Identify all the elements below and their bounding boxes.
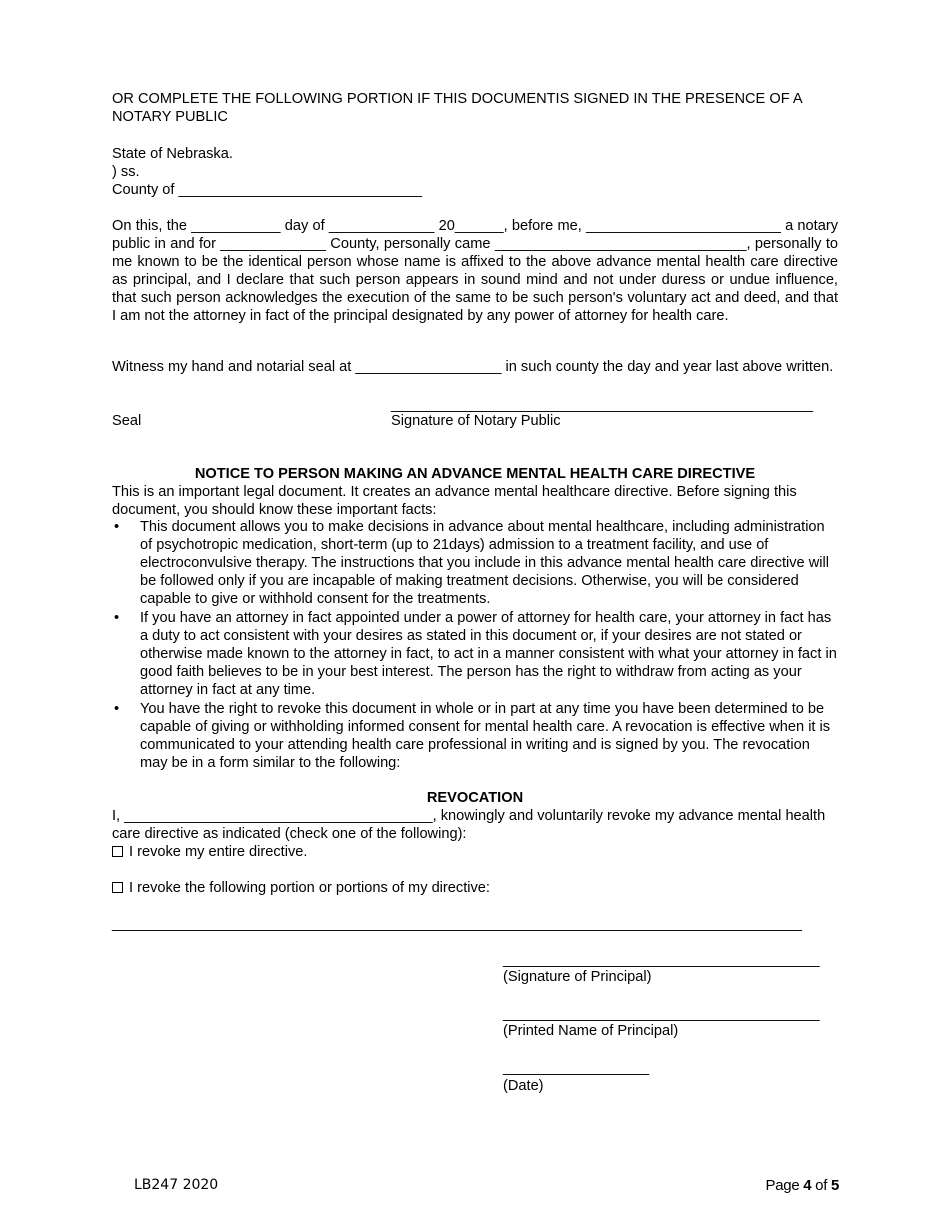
list-item [112, 609, 838, 699]
footer-doc-id: LB247 2020 [134, 1177, 219, 1193]
notary-heading: OR COMPLETE THE FOLLOWING PORTION IF THIS DOCUMENTIS SIGNED IN THE PRESENCE OF A NOTARY PUBLIC [112, 91, 802, 125]
revoke-entire-option[interactable] [112, 843, 307, 861]
bullet-symbol: • [114, 701, 120, 718]
bullet-text: You have the right to revoke this document in whole or in part at any time you have been determined to be capable of giving or withholding informed consent for mental health care. A revocation is effective when it is communicated to your attending health care professional in writing and is signed by you. The revocation may be in a form similar to the following: [140, 701, 831, 772]
page-current: 4 [803, 1177, 812, 1194]
revoke-portion-option[interactable] [112, 879, 490, 897]
list-item [112, 700, 838, 772]
bullet-symbol: • [114, 610, 120, 627]
principal-signature-line: _______________________________________ [503, 952, 820, 968]
date-label: (Date) [503, 1078, 544, 1094]
notice-intro: This is an important legal document. It creates an advance mental healthcare directive. Before signing this document, you should know these important facts: [112, 484, 797, 518]
notice-bullet-list [112, 518, 838, 774]
witness-statement: Witness my hand and notarial seal at __________________ in such county the day and year last above written. [112, 359, 834, 375]
seal-label: Seal [112, 413, 142, 429]
revoke-portion-label: I revoke the following portion or portions of my directive: [129, 880, 490, 896]
revoke-entire-label: I revoke my entire directive. [129, 844, 308, 860]
notary-signature-line: ____________________________________________________ [391, 397, 814, 413]
page-total: 5 [830, 1177, 839, 1194]
notary-signature-label: Signature of Notary Public [391, 413, 561, 429]
page-of: of [811, 1177, 831, 1194]
principal-signature-label: (Signature of Principal) [503, 969, 652, 985]
principal-printed-name-label: (Printed Name of Principal) [503, 1023, 679, 1039]
ss-line: ) ss. [112, 164, 140, 180]
revoke-portion-checkbox[interactable] [112, 882, 123, 893]
revoked-portion-line: _____________________________________________________________________________________ [112, 916, 802, 932]
bullet-text: This document allows you to make decisions in advance about mental healthcare, including administration of psychotropic medication, short-term (up to 21days) admission to a treatment facility, and use of electroconvulsive therapy. The instructions that you include in this advance mental health care directive will be followed only if you are incapable of making treatment decisions. Otherwise, you will be considered capable to give or withhold consent for the treatments. [140, 519, 829, 607]
principal-printed-name-line: _______________________________________ [503, 1006, 820, 1022]
date-line: __________________ [503, 1060, 650, 1076]
county-line: County of ______________________________ [112, 182, 423, 198]
bullet-symbol: • [114, 519, 120, 535]
list-item [112, 518, 838, 608]
notice-title: NOTICE TO PERSON MAKING AN ADVANCE MENTAL HEALTH CARE DIRECTIVE [194, 466, 756, 482]
page-prefix: Page [765, 1177, 804, 1194]
footer-page-number [766, 1177, 839, 1194]
revocation-statement: I, ______________________________________, knowingly and voluntarily revoke my advance mental health care directive as indicated (check one of the following): [112, 808, 826, 842]
notary-acknowledgment: On this, the ___________ day of _____________ 20______, before me, ________________________ a notary public in and for _____________ County, personally came _______________________________, personally to me known to be the identical person whose name is affixed to the above advance mental health care directive as principal, and I declare that such person appears in sound mind and not under duress or undue influence, that such person acknowledges the execution of the same to be such person's voluntary act and deed, and that I am not the attorney in fact of the principal designated by any power of attorney for health care. [112, 218, 838, 324]
state-line: State of Nebraska. [112, 146, 233, 162]
revocation-title: REVOCATION [426, 790, 524, 806]
bullet-text: If you have an attorney in fact appointed under a power of attorney for health care, your attorney in fact has a duty to act consistent with your desires as stated in this document or, if your desires are not stated or otherwise made known to the attorney in fact, to act in a manner consistent with what your attorney in fact in good faith believes to be in your best interest. The person has the right to withdraw from acting as your attorney in fact at any time. [140, 610, 837, 699]
revoke-entire-checkbox[interactable] [112, 846, 123, 857]
